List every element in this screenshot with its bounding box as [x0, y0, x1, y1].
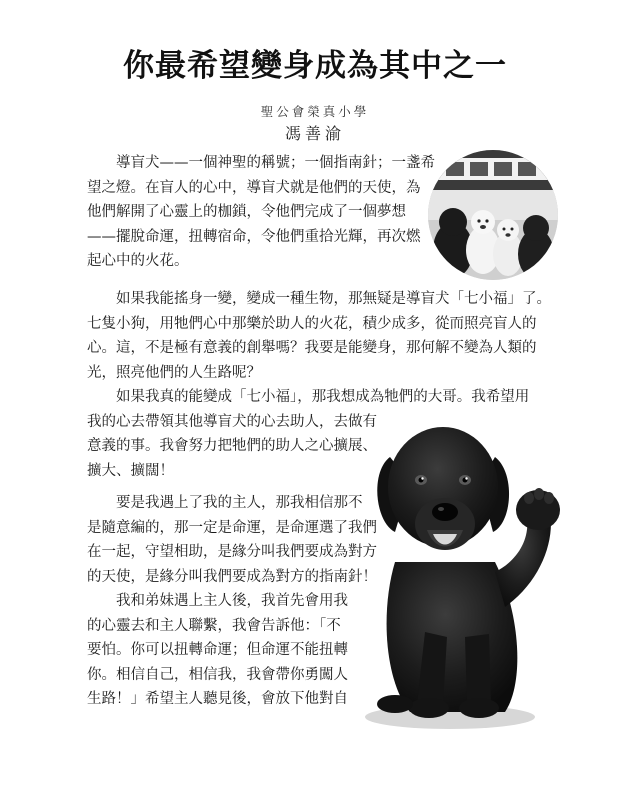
paragraph-line: 如果我能搖身一變，變成一種生物，那無疑是導盲犬「七小福」了。 [116, 291, 551, 307]
paragraph-line: 他們解開了心靈上的枷鎖，令他們完成了一個夢想 [87, 204, 406, 220]
black-labrador-photo-icon [355, 412, 565, 732]
school-name: 聖公會榮真小學 [260, 104, 370, 119]
paragraph-line: 在一起，守望相助，是緣分叫我們要成為對方 [87, 544, 377, 560]
article-title: 你最希望變身成為其中之一 [123, 48, 507, 84]
paragraph-1 [87, 151, 433, 274]
paragraph-4 [87, 491, 387, 589]
paragraph-line: 光，照亮他們的人生路呢？ [87, 364, 261, 381]
paragraph-line: 我的心去帶領其他導盲犬的心去助人，去做有 [87, 413, 377, 430]
paragraph-line: 導盲犬——一個神聖的稱號；一個指南針；一盞希 [116, 155, 435, 171]
paragraph-line: 望之燈。在盲人的心中，導盲犬就是他們的天使，為 [87, 179, 421, 196]
paragraph-line: 如果我真的能變成「七小福」，那我想成為牠們的大哥。我希望用 [116, 389, 530, 405]
puppies-photo-icon [428, 150, 558, 280]
paragraph-line: 生路！」希望主人聽見後，會放下他對自 [87, 691, 348, 707]
paragraph-line: 心。這，不是極有意義的創舉嗎？我要是能變身，那何解不變為人類的 [87, 340, 537, 356]
paragraph-line: 我和弟妹遇上主人後，我首先會用我 [116, 593, 348, 609]
paragraph-line: 要怕。你可以扭轉命運；但命運不能扭轉 [87, 642, 348, 658]
paragraph-line: 起心中的火花。 [87, 253, 189, 269]
paragraph-line: 意義的事。我會努力把牠們的助人之心擴展、 [87, 438, 377, 454]
paragraph-line: 你。相信自己，相信我，我會帶你勇闖人 [87, 666, 348, 683]
author-name: 馮善渝 [284, 124, 345, 143]
paragraph-2 [87, 287, 551, 385]
paragraph-line: 七隻小狗，用牠們心中那樂於助人的火花，積少成多，從而照亮盲人的 [87, 315, 537, 332]
paragraph-line: 的心靈去和主人聯繫，我會告訴他：「不 [87, 617, 341, 634]
paragraph-line: 是隨意編的，那一定是命運，是命運選了我們 [87, 519, 377, 536]
paragraph-line: ——擺脫命運，扭轉宿命，令他們重拾光輝，再次燃 [87, 228, 421, 245]
paragraph-line: 要是我遇上了我的主人，那我相信那不 [116, 495, 363, 511]
paragraph-line: 擴大、擴闊！ [87, 462, 174, 479]
paragraph-line: 的天使，是緣分叫我們要成為對方的指南針！ [87, 568, 377, 585]
paragraph-5 [87, 589, 352, 712]
